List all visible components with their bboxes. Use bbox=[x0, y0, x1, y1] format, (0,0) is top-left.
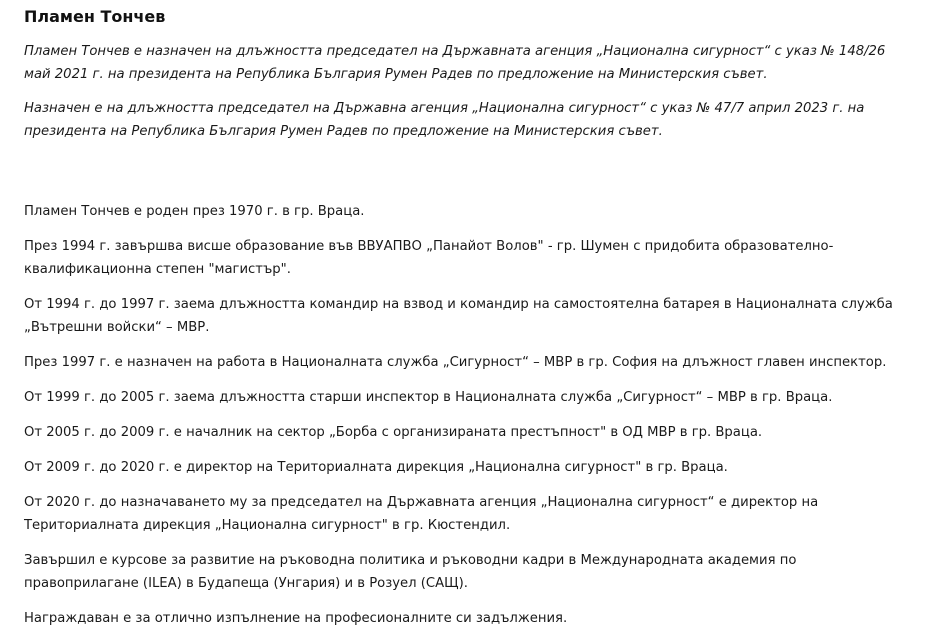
bio-paragraph-education: През 1994 г. завършва висше образование във ВВУАПВО „Панайот Волов" - гр. Шумен с придобита образователно-квалификационна степен "магистър". bbox=[24, 239, 834, 277]
bio-paragraph-2009-2020: От 2009 г. до 2020 г. е директор на Териториалната дирекция „Национална сигурност" в гр. Враца. bbox=[24, 460, 728, 475]
bio-paragraph-1997: През 1997 г. е назначен на работа в Националната служба „Сигурност“ – МВР в гр. София на длъжност главен инспектор. bbox=[24, 355, 887, 370]
intro-paragraph-appointment-2023: Назначен е на длъжността председател на Държавна агенция „Национална сигурност“ с указ № 47/7 април 2023 г. на президента на Република България Румен Радев по предложение на Министерския съвет. bbox=[24, 101, 865, 139]
spacer bbox=[24, 154, 913, 200]
bio-paragraph-birth: Пламен Тончев е роден през 1970 г. в гр. Враца. bbox=[24, 204, 365, 219]
bio-paragraph-1999-2005: От 1999 г. до 2005 г. заема длъжността старши инспектор в Националната служба „Сигурност“ – МВР в гр. Враца. bbox=[24, 390, 833, 405]
intro-paragraph-appointment-2021: Пламен Тончев е назначен на длъжността председател на Държавната агенция „Национална сигурност“ с указ № 148/26 май 2021 г. на президента на Република България Румен Радев по предложение на Министерския съвет. bbox=[24, 44, 886, 82]
bio-paragraph-awards: Награждаван е за отлично изпълнение на професионалните си задължения. bbox=[24, 611, 568, 626]
bio-paragraph-2005-2009: От 2005 г. до 2009 г. е началник на сектор „Борба с организираната престъпност" в ОД МВР в гр. Враца. bbox=[24, 425, 763, 440]
page-title: Пламен Тончев bbox=[24, 7, 166, 26]
bio-paragraph-courses: Завършил е курсове за развитие на ръководна политика и ръководни кадри в Международната академия по правоприлагане (ILEA) в Будапеща (Унгария) и в Розуел (САЩ). bbox=[24, 553, 797, 591]
bio-paragraph-2020: От 2020 г. до назначаването му за председател на Държавната агенция „Национална сигурност“ е директор на Териториалната дирекция „Национална сигурност" в гр. Кюстендил. bbox=[24, 495, 819, 533]
bio-paragraph-1994-1997: От 1994 г. до 1997 г. заема длъжността командир на взвод и командир на самостоятелна батарея в Националната служба „Вътрешни войски“ – МВР. bbox=[24, 297, 893, 335]
